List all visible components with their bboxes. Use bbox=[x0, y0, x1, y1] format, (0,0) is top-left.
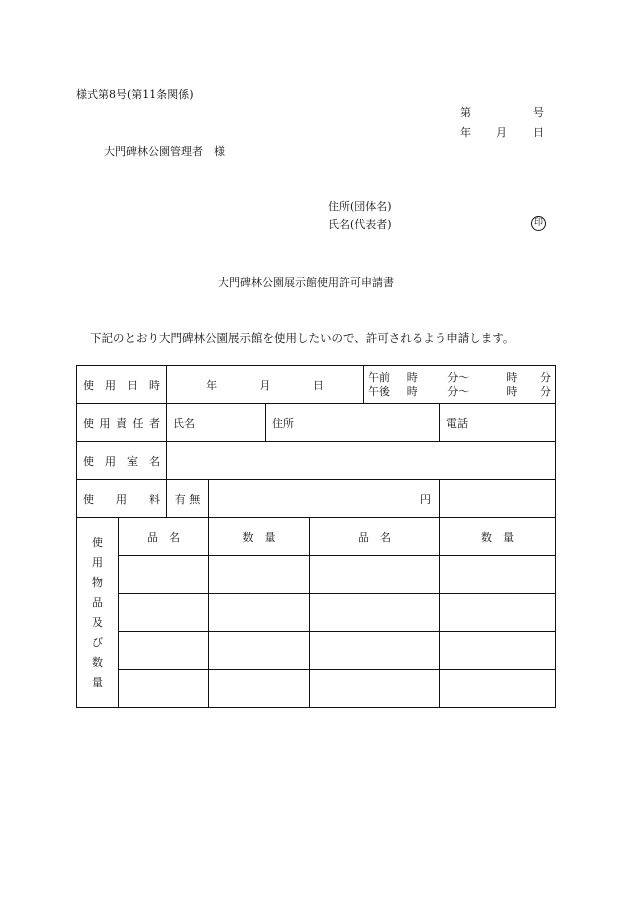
item-qty-cell[interactable] bbox=[440, 670, 556, 708]
item-qty-cell[interactable] bbox=[209, 556, 310, 594]
item-qty-cell[interactable] bbox=[209, 670, 310, 708]
form-title: 大門碑林公園展示館使用許可申請書 bbox=[218, 276, 394, 289]
table-row bbox=[77, 556, 556, 594]
addressee: 大門碑林公園管理者 様 bbox=[104, 145, 225, 158]
usage-datetime-label: 使 用 日 時 bbox=[77, 366, 167, 404]
room-name-label: 使 用 室 名 bbox=[77, 442, 167, 480]
item-name-cell[interactable] bbox=[310, 670, 440, 708]
table-row bbox=[77, 670, 556, 708]
number-prefix: 第 bbox=[460, 106, 471, 119]
table-row bbox=[77, 594, 556, 632]
item-qty-header-2: 数 量 bbox=[440, 518, 556, 556]
item-name-cell[interactable] bbox=[119, 594, 209, 632]
item-name-cell[interactable] bbox=[310, 632, 440, 670]
item-qty-cell[interactable] bbox=[209, 632, 310, 670]
date-year: 年 bbox=[460, 126, 471, 139]
room-name-field[interactable] bbox=[167, 442, 556, 480]
item-name-cell[interactable] bbox=[310, 594, 440, 632]
fee-yes-no[interactable]: 有 無 bbox=[167, 480, 209, 518]
items-label: 使 用 物 品 及 び 数 量 bbox=[77, 518, 119, 708]
usage-time-field[interactable]: 午前 時 分〜 時 分 午後 時 分〜 時 分 bbox=[364, 366, 556, 404]
name-label: 氏名(代表者) bbox=[328, 218, 392, 231]
person-name-field[interactable]: 氏名 bbox=[167, 404, 266, 442]
item-name-cell[interactable] bbox=[310, 556, 440, 594]
item-name-header-2: 品 名 bbox=[310, 518, 440, 556]
item-qty-cell[interactable] bbox=[209, 594, 310, 632]
item-name-cell[interactable] bbox=[119, 670, 209, 708]
usage-date-field[interactable]: 年 月 日 bbox=[167, 366, 364, 404]
item-name-cell[interactable] bbox=[119, 556, 209, 594]
form-number: 様式第8号(第11条関係) bbox=[76, 88, 194, 101]
item-name-header: 品 名 bbox=[119, 518, 209, 556]
item-qty-cell[interactable] bbox=[440, 556, 556, 594]
address-label: 住所(団体名) bbox=[328, 200, 392, 213]
intro-text: 下記のとおり大門碑林公園展示館を使用したいので、許可されるよう申請します。 bbox=[90, 331, 515, 345]
usage-fee-label: 使 用 料 bbox=[77, 480, 167, 518]
seal-mark: 印 bbox=[531, 216, 546, 231]
application-table bbox=[76, 365, 556, 708]
person-address-field[interactable]: 住所 bbox=[266, 404, 440, 442]
responsible-person-label: 使 用 責 任 者 bbox=[77, 404, 167, 442]
person-phone-field[interactable]: 電話 bbox=[440, 404, 556, 442]
item-qty-cell[interactable] bbox=[440, 632, 556, 670]
fee-blank-field[interactable] bbox=[440, 480, 556, 518]
item-qty-cell[interactable] bbox=[440, 594, 556, 632]
fee-amount-field[interactable]: 円 bbox=[209, 480, 440, 518]
table-row bbox=[77, 632, 556, 670]
number-suffix: 号 bbox=[533, 106, 544, 119]
date-day: 日 bbox=[533, 126, 544, 139]
item-qty-header: 数 量 bbox=[209, 518, 310, 556]
date-month: 月 bbox=[496, 126, 507, 139]
item-name-cell[interactable] bbox=[119, 632, 209, 670]
